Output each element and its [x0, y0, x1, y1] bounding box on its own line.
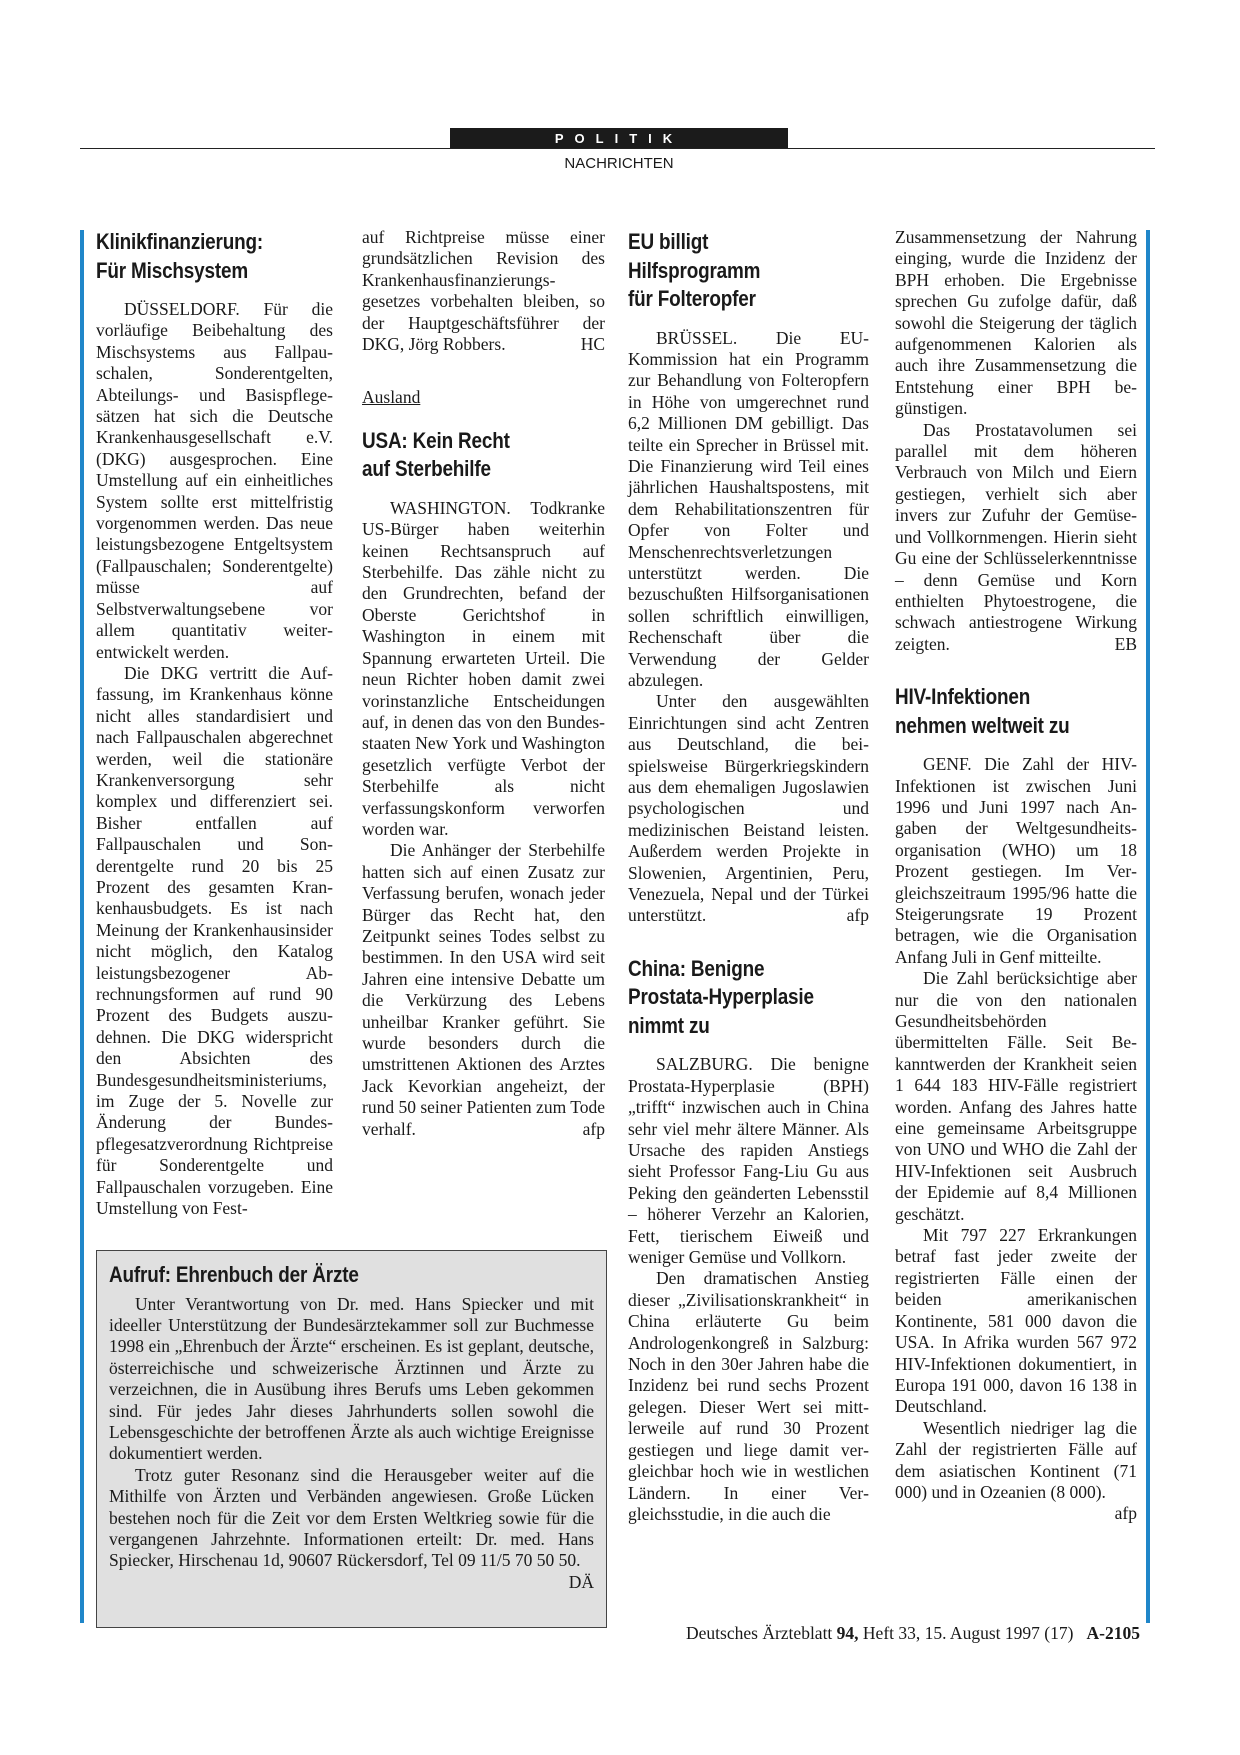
klinik-paragraph: DÜSSELDORF. Für die vorläufige Beibehaltung des Mischsystems aus Fallpauschalen, Sonderentgelten, Abteilungs- und Basispflegesätzen hat sich die Deutsche Krankenhausgesellschaft e.V. (DKG) ausgesprochen. Eine Umstellung auf ein einheitliches System sollte erst mittelfristig vorgenommen werden. Das neue leistungsbezogene Entgeltsystem (Fallpauschalen; Sonderentgelte) müsse auf Selbstverwaltungsebene vor allem quantitativ weiterentwickelt werden.	[96, 299, 333, 662]
hiv-paragraph: Wesentlich niedriger lag die Zahl der registrierten Fälle auf dem asiatischen Kontinent (71 000) und in Ozeanien (8 000). afp	[895, 1417, 1137, 1524]
column-3	[628, 228, 869, 1525]
headline-china: China: Benigne Prostata-Hyperplasie nimmt zu	[628, 955, 814, 1038]
hiv-paragraph: GENF. Die Zahl der HIV-Infektionen ist zwischen Juni 1996 und Juni 1997 nach Angaben der Weltgesundheitsorganisation (WHO) um 18 Prozent gestiegen. Im Vergleichszeitraum 1995/96 hatte die Steigerungsrate 19 Prozent betragen, wie die Organisation Anfang Juli in Genf mitteilte.	[895, 754, 1137, 967]
subsection-label: NACHRICHTEN	[564, 155, 674, 172]
klinik-continuation: auf Richtpreise müsse einer grundsätzlichen Revision des Krankenhausfinanzierungsgesetzes vorbehalten bleiben, so der Hauptgeschäftsführer der DKG, Jörg Robbers. HC	[362, 227, 605, 355]
issue-info: Heft 33, 15. August 1997 (17)	[862, 1623, 1074, 1643]
usa-paragraph: Die Anhänger der Sterbehilfe hatten sich auf einen Zusatz zur Verfassung berufen, wonach jeder Bürger das Recht hat, den Zeitpunkt seines Todes selbst zu bestimmen. In den USA wird seit Jahren eine intensive Debatte um die Verkürzung des Lebens unheilbar Kranker geführt. Sie wurde besonders durch die umstrittenen Aktionen des Arztes Jack Kevorkian angeheizt, der rund 50 seiner Patienten zum Tode verhalf. afp	[362, 840, 605, 1139]
page-footer	[686, 1622, 1140, 1644]
right-margin-bar	[1146, 230, 1150, 1623]
hiv-signature: afp	[1114, 1503, 1137, 1524]
headline-klinik: Klinikfinanzierung: Für Mischsystem	[96, 229, 264, 283]
headline-eu: EU billigt Hilfsprogramm für Folteropfer	[628, 229, 761, 311]
column-2	[362, 227, 605, 1140]
aufruf-paragraph: Trotz guter Resonanz sind die Herausgeber weiter auf die Mithilfe von Ärzten und Verbänden angewiesen. Große Lücken bestehen noch für die Zeit vor dem Ersten Weltkrieg sowie für die vergangenen Jahrzehnte. Informationen erteilt: Dr. med. Hans Spiecker, Hirschenau 1d, 90607 Rückersdorf, Tel 09 11/5 70 50 50. DÄ	[109, 1464, 594, 1592]
journal-volume: 94,	[836, 1623, 859, 1643]
china-continuation: Zusammensetzung der Nahrung einging, wurde die Inzidenz der BPH erhoben. Die Ergebnisse sprechen Gu zufolge dafür, daß sowohl die Steigerung der täglich aufgenommenen Kalorien als auch ihre Zusammensetzung die Entstehung einer BPH begünstigen.	[895, 227, 1137, 419]
china-paragraph: SALZBURG. Die benigne Prostata-Hyperplasie (BPH) „trifft“ inzwischen auch in China sehr viel mehr ältere Männer. Als Ursache des rapiden Anstiegs sieht Professor Fang-Liu Gu aus Peking den geänderten Lebensstil – höherer Verzehr an Kalorien, Fett, tierischem Eiweiß und weniger Gemüse und Vollkorn.	[628, 1054, 869, 1268]
eu-paragraph: BRÜSSEL. Die EU-Kommission hat ein Programm zur Behandlung von Folteropfern in Höhe von umgerechnet rund 6,2 Millionen DM gebilligt. Das teilte ein Sprecher in Brüssel mit. Die Finanzierung wird Teil eines jährlichen Haushaltspostens, mit dem Rehabilitationszentren für Opfer von Folter und Menschenrechtsverletzungen unterstützt werden. Die bezuschußten Hilfsorganisationen sollen schriftlich einwilligen, Rechenschaft über die Verwendung der Gelder abzulegen.	[628, 327, 869, 690]
china-signature: EB	[1114, 633, 1137, 654]
column-1	[96, 228, 333, 1219]
klinik-paragraph: Die DKG vertritt die Auffassung, im Krankenhaus könne nicht alles standardisiert und nach Fallpauschalen abgerechnet werden, weil die stationäre Krankenversorgung sehr komplex und differenziert sei. Bisher entfallen auf Fallpauschalen und Sonderentgelte rund 20 bis 25 Prozent des gesamten Krankenhausbudgets. Es ist nach Meinung der Krankenhausinsider nicht möglich, den Katalog leistungsbezogener Abrechnungsformen auf rund 90 Prozent des Budgets auszudehnen. Die DKG widerspricht den Absichten des Bundesgesundheitsministeriums, im Zuge der 5. Novelle zur Änderung der Bundespflegesatzverordnung Richtpreise für Sonderentgelte und Fallpauschalen vorzugeben. Eine Umstellung von Fest-	[96, 662, 333, 1219]
page-number: A-2105	[1086, 1623, 1140, 1643]
headline-hiv: HIV-Infektionen nehmen weltweit zu	[895, 684, 1070, 738]
eu-paragraph: Unter den ausgewählten Einrichtungen sind acht Zentren aus Deutschland, die beispielsweise Bürgerkriegskindern aus dem ehemaligen Jugoslawien psychologischen und medizinischen Beistand leisten. Außerdem werden Projekte in Slowenien, Argentinien, Peru, Venezuela, Nepal und der Türkei unterstützt. afp	[628, 691, 869, 926]
usa-paragraph: WASHINGTON. Todkranke US-Bürger haben weiterhin keinen Rechtsanspruch auf Sterbehilfe. Das zähle nicht zu den Grundrechten, befand der Oberste Gerichtshof in Washington in einem mit Spannung erwarteten Urteil. Die neun Richter hoben damit zwei vorinstanzliche Entscheidungen auf, in denen das von den Bundesstaaten New York und Washington gesetzlich verfügte Verbot der Sterbehilfe als nicht verfassungskonform verworfen worden war.	[362, 497, 605, 839]
headline-usa: USA: Kein Recht auf Sterbehilfe	[362, 427, 510, 482]
left-margin-bar	[80, 230, 84, 1623]
eu-signature: afp	[846, 905, 869, 926]
hiv-paragraph: Die Zahl berücksichtige aber nur die von den nationalen Gesundheitsbehörden übermittelten Fälle. Seit Bekanntwerden der Krankheit seien 1 644 183 HIV-Fälle registriert worden. Anfang des Jahres hatte eine gemeinsame Arbeitsgruppe von UNO und WHO die Zahl der HIV-Infektionen seit Ausbruch der Epidemie auf 8,4 Millionen geschätzt.	[895, 968, 1137, 1224]
column-4	[895, 227, 1137, 1525]
aufruf-box	[96, 1250, 607, 1628]
aufruf-paragraph: Unter Verantwortung von Dr. med. Hans Spiecker und mit ideeller Unterstützung der Bundesärztekammer soll zur Buchmesse 1998 ein „Ehrenbuch der Ärzte“ erscheinen. Es ist geplant, deutsche, österreichische und schweizerische Ärztinnen und Ärzte zu verzeichnen, die in Ausübung ihres Berufs ums Leben gekommen sind. Für jedes Jahr dieses Jahrhunderts sollen sowohl die Lebensgeschichte der betroffenen Ärzte als auch wichtige Ereignisse dokumentiert werden.	[109, 1293, 594, 1464]
journal-name: Deutsches Ärzteblatt	[686, 1623, 833, 1643]
rubric-ausland: Ausland	[362, 387, 421, 408]
china-paragraph: Das Prostatavolumen sei parallel mit dem höheren Verbrauch von Milch und Eiern gestiegen, verhielt sich aber invers zur Zufuhr der Gemüse- und Vollkornmengen. Hierin sieht Gu eine der Schlüsselerkenntnisse – denn Gemüse und Korn enthielten Phytoestrogene, die schwach antiestrogene Wirkung zeigten. EB	[895, 419, 1137, 654]
hiv-paragraph: Mit 797 227 Erkrankungen betraf fast jeder zweite der registrierten Fälle einen der beiden amerikanischen Kontinente, 581 000 davon die USA. In Afrika wurden 567 972 HIV-Infektionen dokumentiert, in Europa 191 000, davon 16 138 in Deutschland.	[895, 1225, 1137, 1417]
aufruf-signature: DÄ	[568, 1571, 594, 1592]
section-kicker: POLITIK	[450, 128, 788, 149]
klinik-signature: HC	[580, 334, 605, 355]
headline-aufruf: Aufruf: Ehrenbuch der Ärzte	[109, 1262, 359, 1287]
china-paragraph: Den dramatischen Anstieg dieser „Zivilisationskrankheit“ in China erläuterte Gu beim Andrologenkongreß in Salzburg: Noch in den 30er Jahren habe die Inzidenz bei rund sechs Prozent gelegen. Dieser Wert sei mittlerweile auf rund 30 Prozent gestiegen und liege damit vergleichbar hoch wie in westlichen Ländern. In einer Vergleichsstudie, in die auch die	[628, 1268, 869, 1524]
header-rule	[80, 148, 1155, 149]
usa-signature: afp	[582, 1118, 605, 1139]
